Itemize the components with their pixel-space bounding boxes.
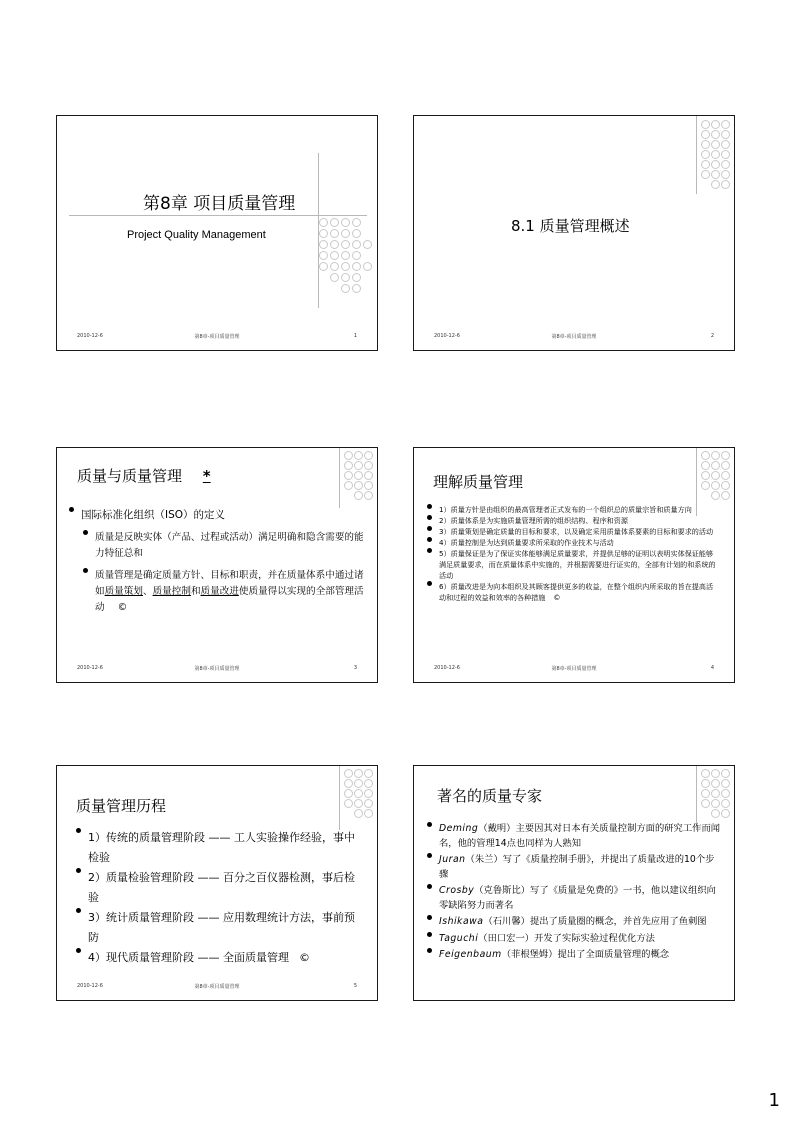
slide-2-title: 8.1 质量管理概述 — [511, 217, 630, 235]
footer-date: 2010-12-6 — [434, 333, 460, 339]
slide-number: 2 — [710, 333, 714, 339]
list-item: 3）统计质量管理阶段 —— 应用数理统计方法，事前预防 — [76, 908, 358, 948]
list-item: 质量是反映实体（产品、过程或活动）满足明确和隐含需要的能力特征总和 — [83, 530, 367, 562]
footer-date: 2010-12-6 — [77, 333, 103, 339]
slide-5-title: 质量管理历程 — [76, 797, 167, 815]
slide-1-title: 第8章 项目质量管理 — [143, 194, 296, 214]
footer-date: 2010-12-6 — [77, 665, 103, 671]
footer-chapter: 第8章-项目质量管理 — [551, 334, 597, 340]
list-item: 3）质量策划是确定质量的目标和要求，以及确定采用质量体系要素的目标和要求的活动 — [427, 526, 719, 537]
list-item: 2）质量检验管理阶段 —— 百分之百仪器检测，事后检验 — [76, 868, 358, 908]
decor-vertical-line — [696, 116, 697, 194]
list-item: 质量管理是确定质量方针、目标和职责，并在质量体系中通过诸如质量策划、质量控制和质量改进使质量得以实现的全部管理活动 © — [83, 568, 367, 616]
list-item: Taguchi（田口宏一）开发了实际实验过程优化方法 — [427, 932, 723, 947]
list-item: 国际标准化组织（ISO）的定义 — [69, 507, 367, 523]
list-item: 2）质量体系是为实施质量管理所需的组织结构、程序和资源 — [427, 515, 719, 526]
decor-vertical-line — [339, 448, 340, 508]
footer-chapter: 第8章-项目质量管理 — [551, 666, 597, 672]
slide-number: 4 — [710, 665, 714, 671]
slide-number: 3 — [353, 665, 357, 671]
slide-4-title: 理解质量管理 — [433, 473, 524, 491]
slide-3-title — [77, 465, 211, 486]
list-item: 4）现代质量管理阶段 —— 全面质量管理 © — [76, 948, 358, 968]
list-item: Crosby（克鲁斯比）写了《质量是免费的》一书，他以建议组织向零缺陷努力而著名 — [427, 884, 723, 913]
list-item: 5）质量保证是为了保证实体能够满足质量要求，并提供足够的证明以表明实体保证能够满足质量要求，而在质量体系中实施的，并根据需要进行证实的，全部有计划的和系统的活动 — [427, 548, 719, 581]
slide-5 — [56, 765, 378, 1001]
slide-6-title: 著名的质量专家 — [437, 787, 543, 805]
slide-5-list — [76, 828, 358, 968]
slide-3-title-text: 质量与质量管理 — [77, 467, 183, 485]
slide-3 — [56, 447, 378, 683]
slide-3-footer — [77, 665, 357, 673]
footer-chapter: 第8章-项目质量管理 — [194, 984, 240, 990]
footer-date: 2010-12-6 — [77, 983, 103, 989]
slide-3-list — [69, 507, 367, 523]
slide-4 — [413, 447, 735, 683]
decor-vertical-line — [696, 766, 697, 830]
slide-4-list — [427, 504, 719, 603]
footer-chapter: 第8章-项目质量管理 — [194, 666, 240, 672]
list-item: 4）质量控制是为达到质量要求所采取的作业技术与活动 — [427, 537, 719, 548]
slide-2 — [413, 115, 735, 351]
slide-2-footer — [434, 333, 714, 341]
list-item: Juran（朱兰）写了《质量控制手册》，并提出了质量改进的10个步骤 — [427, 853, 723, 882]
slide-number: 5 — [353, 983, 357, 989]
footer-date: 2010-12-6 — [434, 665, 460, 671]
slide-1-subtitle: Project Quality Management — [127, 229, 266, 241]
list-item: 1）传统的质量管理阶段 —— 工人实验操作经验，事中检验 — [76, 828, 358, 868]
star-mark: * — [202, 467, 211, 485]
slide-1-footer — [77, 333, 357, 341]
list-item: Feigenbaum（菲根堡姆）提出了全面质量管理的概念 — [427, 948, 723, 963]
slide-6-list — [427, 822, 723, 963]
slide-3-sublist — [83, 530, 367, 616]
slide-1 — [56, 115, 378, 351]
page-number: 1 — [768, 1090, 780, 1111]
list-item: 1）质量方针是由组织的最高管理者正式发布的一个组织总的质量宗旨和质量方向 — [427, 504, 719, 515]
slide-6 — [413, 765, 735, 1001]
slide-number: 1 — [353, 333, 357, 339]
list-item: 6）质量改进是为向本组织及其顾客提供更多的收益，在整个组织内所采取的旨在提高活动和过程的效益和效率的各种措施 © — [427, 581, 719, 603]
decor-horizontal-line — [69, 215, 367, 216]
footer-chapter: 第8章-项目质量管理 — [194, 334, 240, 340]
slide-5-footer — [77, 983, 357, 991]
decor-vertical-line — [339, 766, 340, 830]
slide-4-footer — [434, 665, 714, 673]
list-item: Ishikawa（石川馨）提出了质量圈的概念，并首先应用了鱼刺图 — [427, 915, 723, 930]
list-item: Deming（戴明）主要因其对日本有关质量控制方面的研究工作而闻名，他的管理14点也同样为人熟知 — [427, 822, 723, 851]
